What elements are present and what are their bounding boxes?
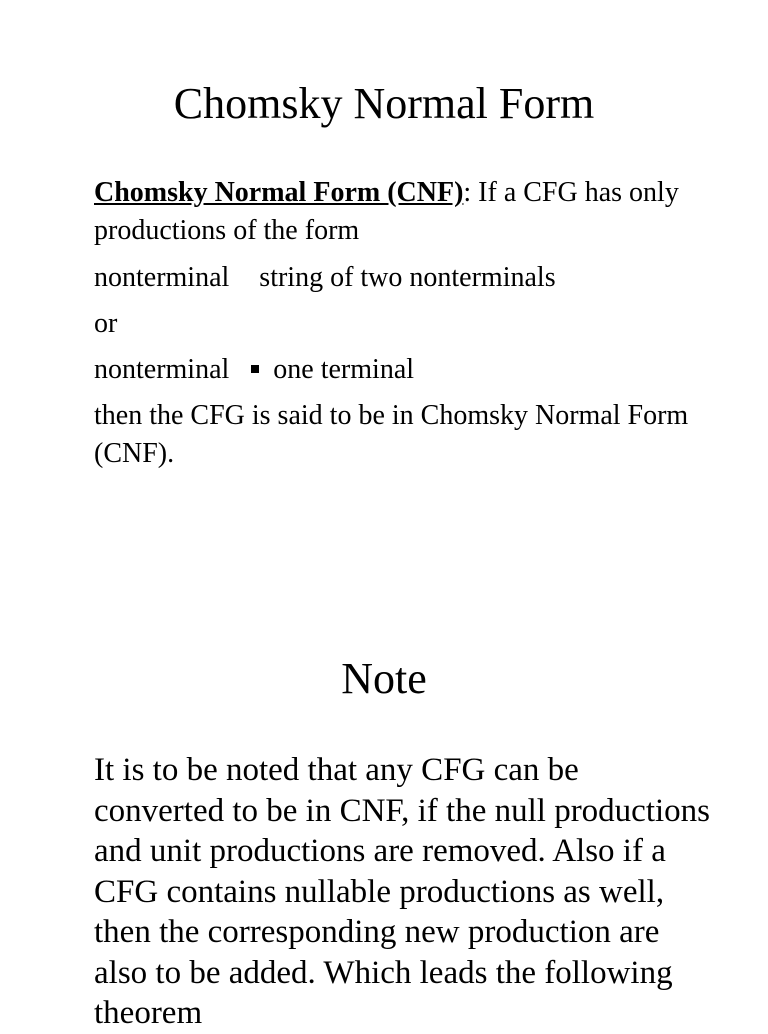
cnf-definition	[94, 174, 714, 250]
rule-one-terminal	[94, 351, 714, 389]
rule1-right: string of two nonterminals	[259, 262, 556, 293]
rule2-right: one terminal	[273, 354, 415, 385]
definition-term: Chomsky Normal Form (CNF)	[94, 177, 464, 208]
note-title: Note	[341, 654, 427, 703]
definition-text: : If a CFG has only productions of the form	[94, 177, 679, 246]
cnf-conclusion: then the CFG is said to be in Chomsky Normal Form (CNF).	[94, 400, 689, 469]
page-title: Chomsky Normal Form	[173, 79, 595, 128]
rule-connector: or	[94, 308, 118, 339]
note-body: It is to be noted that any CFG can be converted to be in CNF, if the null productions and unit productions are removed. Also if a CFG contains nullable productions as well, then the corresponding new production are also to be added. Which leads the following theorem	[94, 752, 711, 1031]
rule1-left: nonterminal	[94, 262, 230, 293]
rule-two-nonterminals	[94, 259, 714, 297]
rule2-left: nonterminal	[94, 354, 230, 385]
square-bullet-icon	[251, 365, 259, 373]
